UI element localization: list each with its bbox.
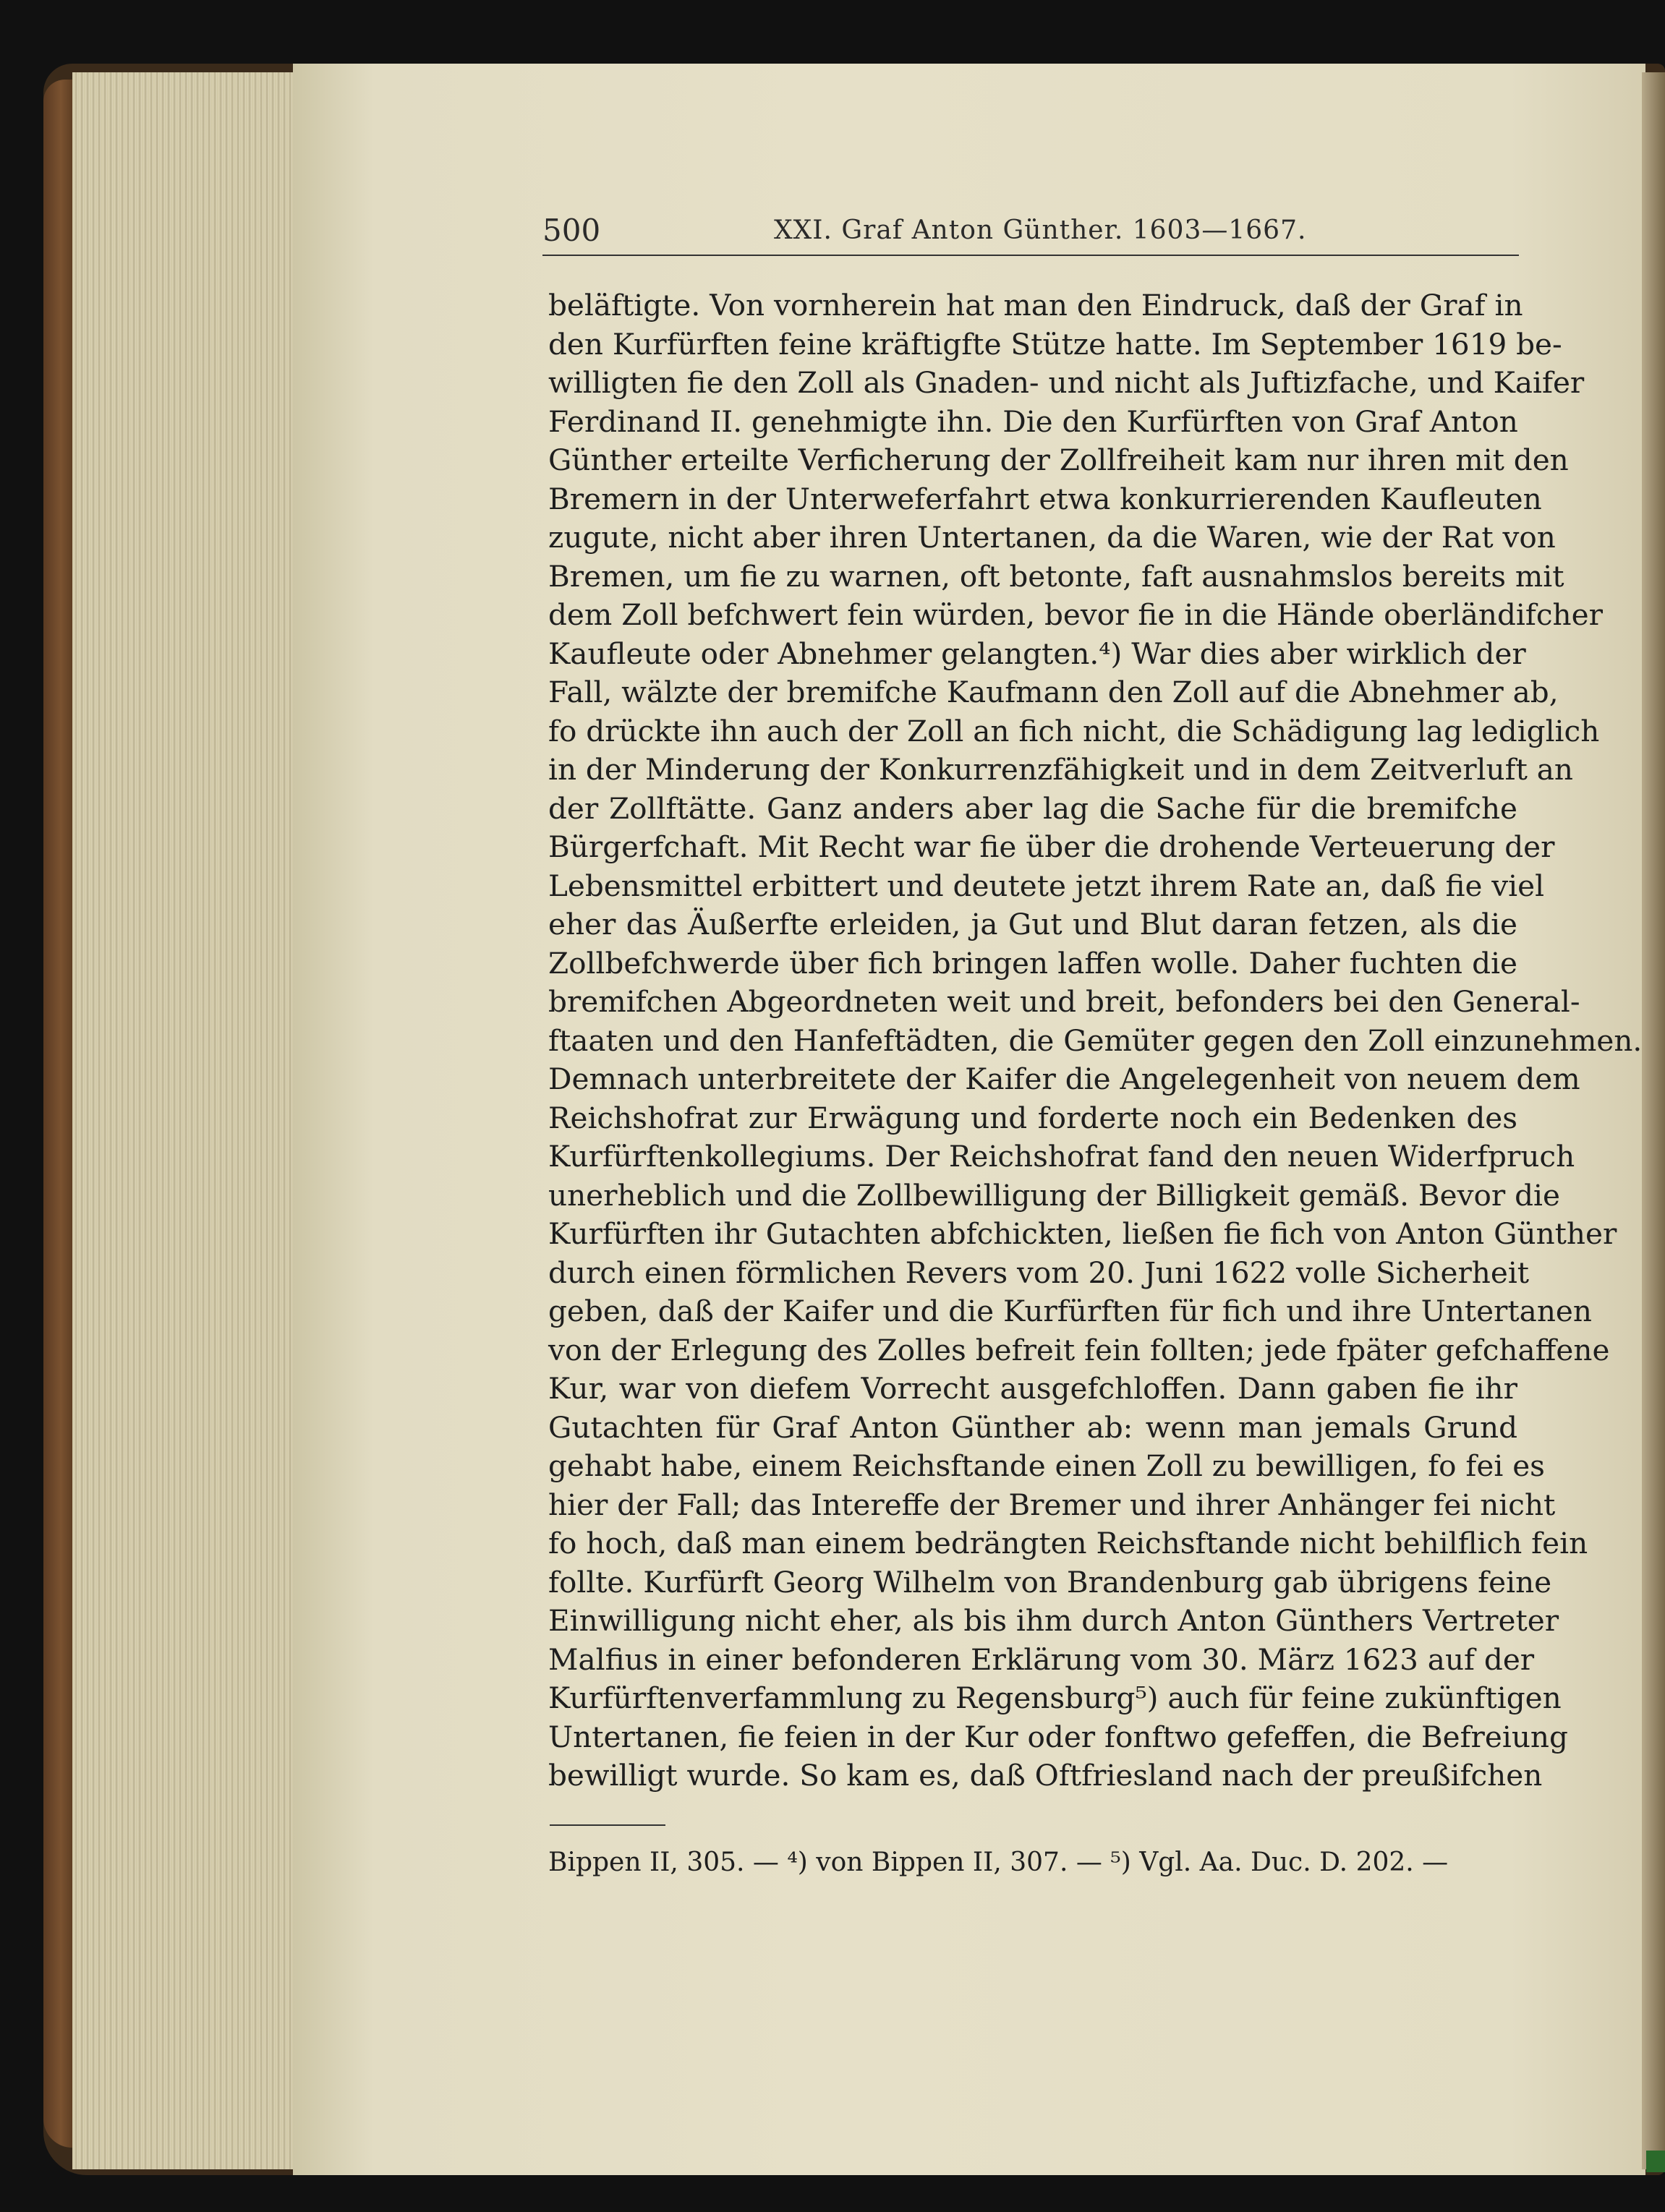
text-line: Fall, wälzte der bremifche Kaufmann den Zoll auf die Abnehmer ab, [548,675,1559,709]
text-line: fo drückte ihn auch der Zoll an fich nicht, die Schädigung lag lediglich [548,713,1600,748]
text-line: Lebensmittel erbittert und deutete jetzt ihrem Rate an, daß fie viel [548,868,1545,903]
text-line: Reichshofrat zur Erwägung und forderte noch ein Bedenken des [548,1100,1517,1135]
text-line: Gutachten für Graf Anton Günther ab: wenn man jemals Grund [548,1409,1517,1445]
text-line: zugute, nicht aber ihren Untertanen, da die Waren, wie der Rat von [548,520,1556,555]
page-header [542,210,1519,256]
text-line: unerheblich und die Zollbewilligung der Billigkeit gemäß. Bevor die [548,1177,1560,1213]
text-line: Kurfürften ihr Gutachten abfchickten, ließen fie fich von Anton Günther [548,1216,1617,1251]
text-line: den Kurfürften feine kräftigfte Stütze hatte. Im September 1619 be- [548,326,1562,362]
footnote-rule [550,1824,665,1826]
text-line: Bremen, um fie zu warnen, oft betonte, faft ausnahmslos bereits mit [548,558,1564,594]
text-line: Zollbefchwerde über fich bringen laffen wolle. Daher fuchten die [548,945,1517,981]
text-line: von der Erlegung des Zolles befreit fein follten; jede fpäter gefchaffene [548,1332,1610,1367]
text-line: fo hoch, daß man einem bedrängten Reichsftande nicht behilflich fein [548,1526,1588,1560]
text-line: Kaufleute oder Abnehmer gelangten.⁴) War dies aber wirklich der [548,636,1526,671]
text-line: durch einen förmlichen Revers vom 20. Juni 1622 volle Sicherheit [548,1255,1530,1290]
text-line: Bürgerfchaft. Mit Recht war fie über die drohende Verteuerung der [548,829,1555,864]
footnotes: Bippen II, 305. — ⁴) von Bippen II, 307. — ⁵) Vgl. Aa. Duc. D. 202. — [548,1848,1449,1877]
text-line: hier der Fall; das Intereffe der Bremer und ihrer Anhänger fei nicht [548,1487,1556,1522]
running-head: XXI. Graf Anton Günther. 1603—1667. [774,215,1307,245]
scan-color-chip [1646,2151,1665,2172]
text-line: geben, daß der Kaifer und die Kurfürften für fich und ihre Untertanen [548,1294,1592,1328]
text-line: Demnach unterbreitete der Kaifer die Angelegenheit von neuem dem [548,1062,1580,1096]
body-text [548,286,1643,1795]
text-line: Bremern in der Unterweferfahrt etwa konkurrierenden Kaufleuten [548,481,1542,516]
facing-page-edge [1642,72,1665,2169]
text-line: bremifchen Abgeordneten weit und breit, befonders bei den General- [548,984,1580,1019]
page-number: 500 [542,213,601,248]
text-line: Kur, war von diefem Vorrecht ausgefchloffen. Dann gaben fie ihr [548,1371,1517,1406]
text-line: Ferdinand II. genehmigte ihn. Die den Kurfürften von Graf Anton [548,403,1518,439]
text-line: Untertanen, fie feien in der Kur oder fonftwo gefeffen, die Befreiung [548,1719,1568,1754]
text-line: ftaaten und den Hanfeftädten, die Gemüter gegen den Zoll einzunehmen. [548,1022,1643,1058]
text-line: in der Minderung der Konkurrenzfähigkeit und in dem Zeitverluft an [548,752,1573,787]
text-line: Malfius in einer befonderen Erklärung vom 30. März 1623 auf der [548,1641,1535,1677]
text-line: Einwilligung nicht eher, als bis ihm durch Anton Günthers Vertreter [548,1603,1559,1638]
text-line: willigten fie den Zoll als Gnaden- und nicht als Juftizfache, und Kaifer [548,365,1585,400]
text-line: bewilligt wurde. So kam es, daß Oftfriesland nach der preußifchen [548,1758,1543,1793]
text-line: Kurfürftenverfammlung zu Regensburg⁵) auch für feine zukünftigen [548,1681,1562,1715]
text-line: Günther erteilte Verficherung der Zollfreiheit kam nur ihren mit den [548,443,1569,477]
text-line: beläftigte. Von vornherein hat man den Eindruck, daß der Graf in [548,288,1523,323]
text-line: Kurfürftenkollegiums. Der Reichshofrat fand den neuen Widerfpruch [548,1139,1575,1174]
text-line: eher das Äußerfte erleiden, ja Gut und Blut daran fetzen, als die [548,907,1517,941]
text-line: follte. Kurfürft Georg Wilhelm von Brandenburg gab übrigens feine [548,1564,1552,1600]
text-line: der Zollftätte. Ganz anders aber lag die Sache für die bremifche [548,790,1517,826]
text-line: dem Zoll befchwert fein würden, bevor fie in die Hände oberländifcher [548,597,1603,632]
text-line: gehabt habe, einem Reichsftande einen Zoll zu bewilligen, fo fei es [548,1448,1545,1483]
page-edges [72,72,304,2169]
